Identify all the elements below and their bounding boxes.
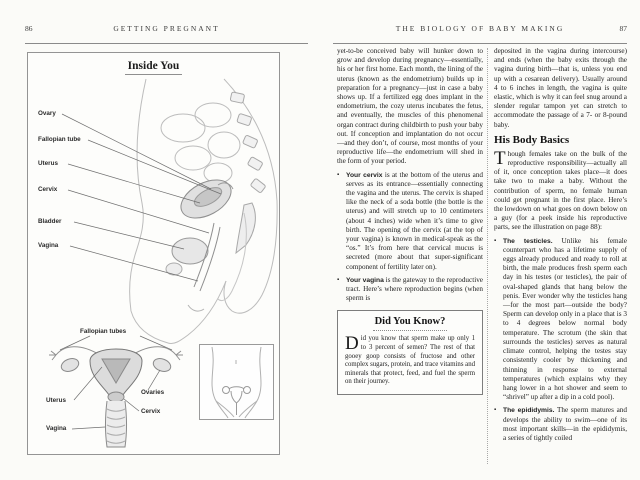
paragraph-uterus-continued: yet-to-be conceived baby will hunker down to grow and develop during pregnancy—essentially, his or her first home. Each month, the lining of the uterus (known as the endometrium) builds up in preparation for a pregnancy—just in case a baby shows up. If a fertilized egg does implant in the endometrium, the cozy uterus incubates the fetus, and eventually, the muscles of this phenomenal organ contract during childbirth to push your baby out. If conception and implantation do not occur—and they don’t, of course, most months of your reproductive life—the endometrium will shed in the form of your period. (337, 47, 483, 166)
right-page-number: 87 (619, 24, 627, 33)
list-item-lead: Your cervix (346, 171, 383, 179)
bullet-square-icon: ▪ (494, 237, 497, 244)
label-bladder: Bladder (38, 218, 62, 225)
bullet-square-icon: ▪ (337, 276, 340, 283)
label-fallopian-tube: Fallopian tube (38, 136, 81, 143)
paragraph-vagina-continued: deposited in the vagina during intercourse) and ends (when the baby exits through the vagina during birth—that is, unless you end up with a cesarean delivery). Usually around 4 to 6 inches in length, the vagina is quite elastic, which is why it can feel snug around a slender regular tampon yet can stretch to accommodate the passage of a 7- or 8-pound baby. (494, 47, 627, 129)
left-page-number: 86 (25, 24, 33, 33)
list-item-text: is at the bottom of the uterus and serves as its entrance—essentially connecting the vagina and the uterus. The cervix is shaped like the neck of a soda bottle (the bottle is the uterus) and will stretch up to 10 centimeters (about 4 inches) wide when it’s time to give birth. The opening of the cervix (at the top of your vagina) is known in medical-speak as the “os.” It’s from here that cervical mucus is secreted (more about that super-significant component of fertility later on). (346, 170, 483, 271)
label-fallopian-tubes: Fallopian tubes (80, 328, 127, 335)
section-heading-his-body-basics: His Body Basics (494, 133, 570, 146)
label-ovaries: Ovaries (141, 389, 165, 396)
right-page-column-2 (494, 47, 627, 466)
bullet-square-icon: ▪ (337, 171, 340, 178)
torso-front-illustration (200, 345, 273, 419)
did-you-know-text: Did you know that sperm make up only 1 to 3 percent of semen? The rest of that gooey goop consists of fructose and other complex sugars, protein, and trace vitamins and minerals that protect, feed, and fuel the sperm on their journey. (345, 333, 475, 386)
right-running-head (333, 24, 627, 44)
right-chapter-title: THE BIOLOGY OF BABY MAKING (395, 24, 565, 33)
list-item-lead: Your vagina (346, 276, 384, 284)
label-uterus: Uterus (38, 160, 58, 167)
list-item-vagina (337, 276, 483, 304)
list-item-testicles (494, 237, 627, 403)
did-you-know-title: Did You Know? (345, 316, 475, 331)
list-item-cervix (337, 171, 483, 272)
label-ovary: Ovary (38, 110, 56, 117)
left-running-head (25, 24, 308, 44)
list-item-lead: The testicles. (503, 237, 553, 245)
label-vagina: Vagina (38, 242, 59, 249)
right-page-column-1 (337, 47, 483, 466)
label-uterus-front: Uterus (46, 397, 66, 404)
column-divider-rule (487, 48, 488, 464)
label-vagina-front: Vagina (46, 425, 67, 432)
list-item-text: Unlike his female counterpart who has a lifetime supply of eggs already produced and ready to roll at birth, the male produces fresh sperm each day in his testes (or testicles), the pair of oval-shaped glands that hang below the penis. Ever wonder why the testicles hang—for the most part—outside the body? Sperm can develop only in a place that is 3 to 4 degrees below normal body temperature. The scrotum (the skin that surrounds the testicles) serves as natural climate control, helping the testes stay consistently cooler by thickening and thinning in response to external temperatures (which explains why they hang lower in a hot shower and seem to “shrivel” up after a dip in a cold pool). (503, 236, 627, 402)
bladder-illustration (172, 238, 208, 264)
did-you-know-box (337, 310, 483, 395)
left-chapter-title: GETTING PREGNANT (113, 24, 220, 33)
list-item-text: The sperm matures and develops the ability to swim—one of its most important skills—in the epididymis, a series of tightly coiled (503, 406, 627, 442)
list-item-lead: The epididymis. (503, 407, 555, 415)
label-cervix-front: Cervix (141, 408, 161, 415)
inside-you-box (27, 52, 280, 455)
list-item-text: is the gateway to the reproductive tract. Here’s where reproduction begins (when sperm is (346, 275, 483, 303)
spine-illustration (230, 92, 266, 253)
paragraph-his-body-intro: Though females take on the bulk of the reproductive responsibility—actually all of it, once conception takes place—it does take two to make a baby. Without the contribution of sperm, no female human could get pregnant in the first place. Here’s the lowdown on what goes on down below on a guy (for a peek inside his reproductive parts, see the illustration on page 88): (494, 147, 627, 232)
dropcap-letter: D (345, 333, 359, 355)
inside-you-title: Inside You (28, 60, 279, 75)
list-item-epididymis (494, 406, 627, 443)
torso-inset-frame (199, 344, 274, 420)
label-cervix: Cervix (38, 186, 58, 193)
dropcap-letter: T (494, 147, 506, 169)
bullet-square-icon: ▪ (494, 407, 497, 414)
